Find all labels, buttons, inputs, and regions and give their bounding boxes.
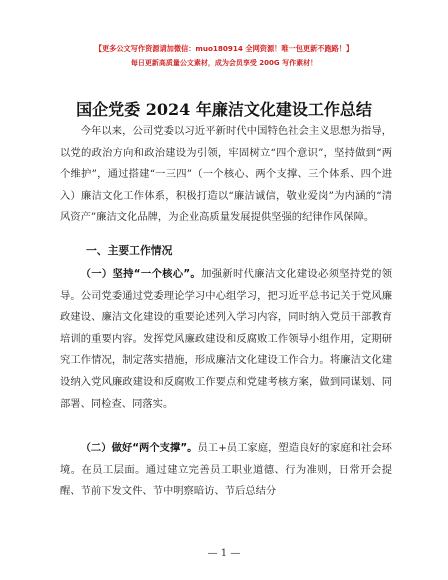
document-title: 国企党委 2024 年廉洁文化建设工作总结 — [76, 100, 372, 119]
item-2-text: 员工+员工家庭，塑造良好的家庭和社会环境。在员工层面。通过建立完善员工职业道德、行为准则，日常开会提醒、节前下发文件、节中明察暗访、节后总结分 — [60, 442, 392, 498]
item-2-heading: （二）做好“两个支撑”。 — [80, 442, 198, 454]
page-number: — 1 — — [207, 548, 241, 559]
resource-ad-banner: 【更多公文写作资源请加微信：muo180914 全网资源！唯一包更新不跑路！】 — [94, 44, 354, 53]
item-1-heading: （一）坚持“一个核心”。 — [80, 268, 202, 280]
intro-paragraph: 今年以来，公司党委以习近平新时代中国特色社会主义思想为指导，以党的政治方向和政治建设为引领，牢固树立“四个意识”，坚持做到“两个维护”，通过搭建“一三四”（一个核心、两个支撑、三个体系、四个进入）廉洁文化工作体系，积极打造以“廉洁诚信，敬业爱岗”为内涵的“清风资产”廉洁文化品牌，为企业高质量发展提供坚强的纪律作风保障。 — [60, 125, 392, 224]
item-2-paragraph — [60, 438, 392, 503]
membership-ad-banner: 每日更新高质量公文素材，成为会员享受 200G 写作素材！ — [130, 59, 318, 67]
item-1-text: 加强新时代廉洁文化建设必须坚持党的领导。公司党委通过党委理论学习中心组学习，把习近平总书记关于党风廉政建设、廉洁文化建设的重要论述列入学习内容，同时纳入党员干部教育培训的重要内容。发挥党风廉政建设和反腐败工作领导小组作用，定期研究工作情况，制定落实措施，形成廉洁文化建设工作合力。将廉洁文化建设纳入党风廉政建设和反腐败工作要点和党建考核方案，做到同谋划、同部署、同检查、同落实。 — [60, 268, 393, 410]
item-1-paragraph — [60, 264, 392, 415]
section-heading: 一、主要工作情况 — [86, 244, 173, 257]
